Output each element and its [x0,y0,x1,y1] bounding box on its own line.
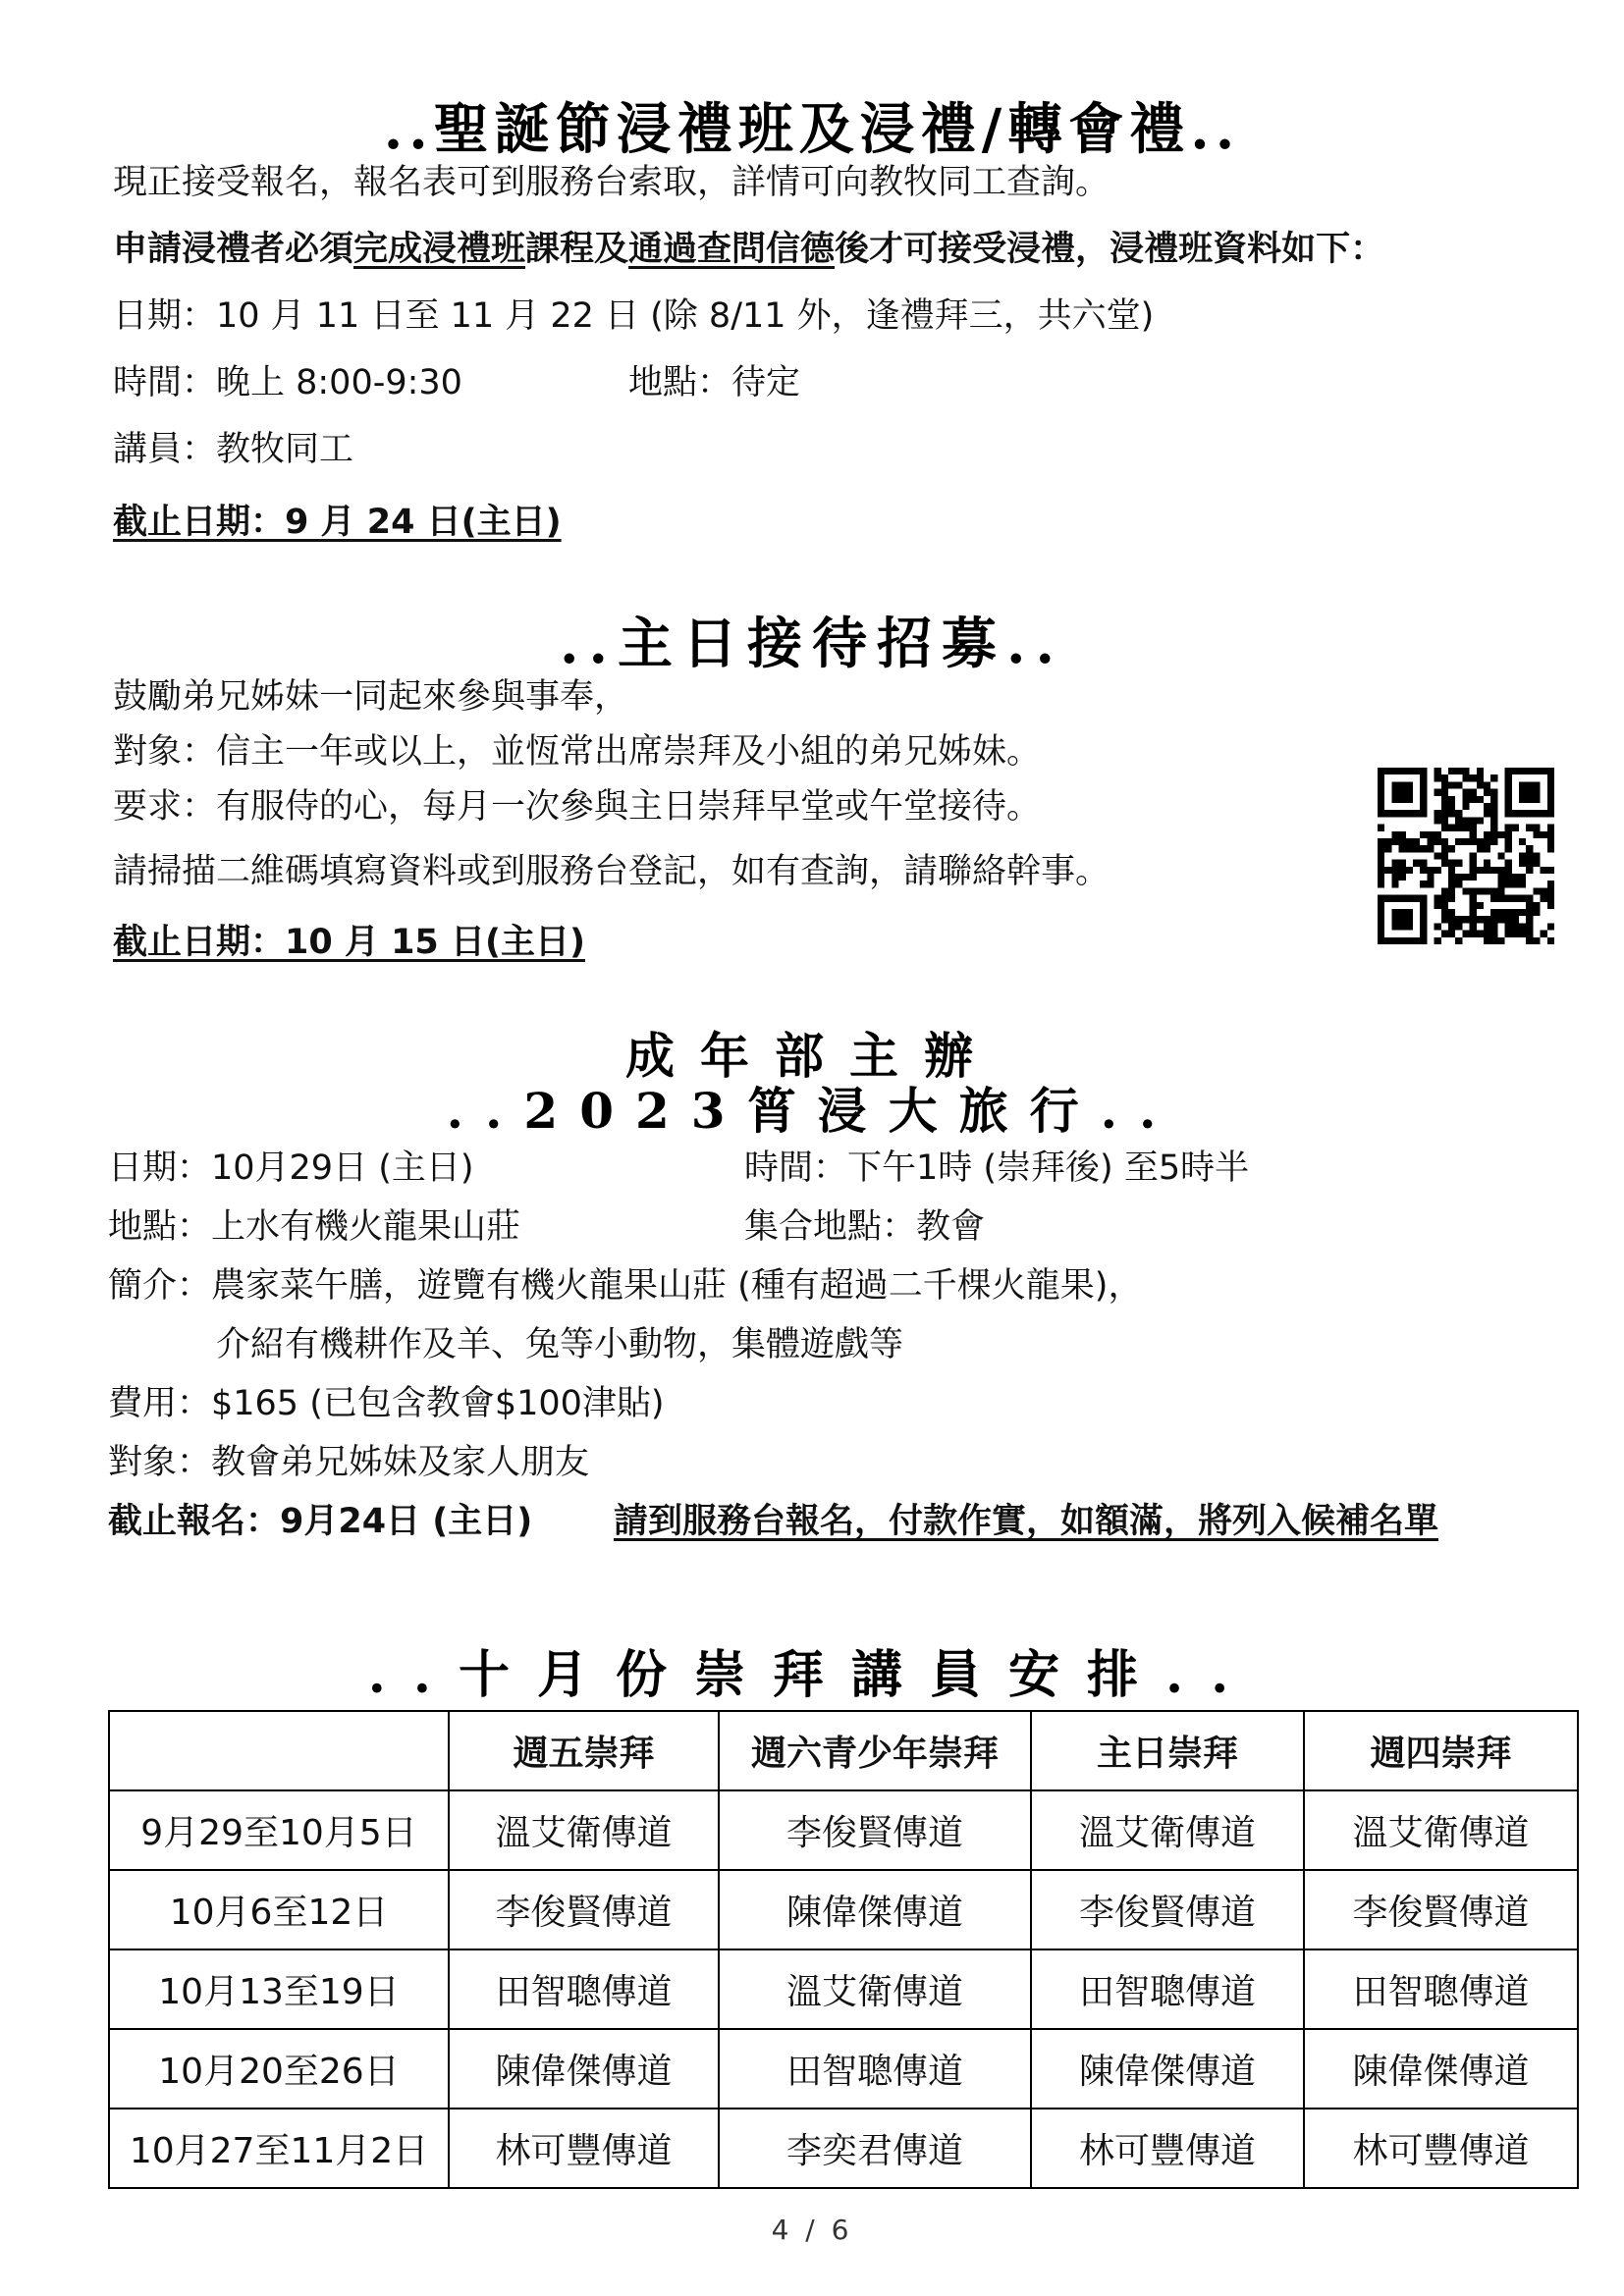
speaker-cell: 李俊賢傳道 [1031,1870,1304,1949]
requirement-part: 申請浸禮者必須 [113,230,354,269]
outing-intro-line1: 簡介：農家菜午膳，遊覽有機火龍果山莊 (種有超過二千棵火龍果)， [108,1266,1143,1306]
outing-fee: 費用：$165 (已包含教會$100津貼) [108,1384,665,1423]
requirement-underlined-interview: 通過查問信德 [628,230,836,269]
week-range-cell: 10月20至26日 [109,2029,449,2109]
speaker-cell: 溫艾衛傳道 [719,1949,1031,2029]
baptism-class-venue: 地點：待定 [628,363,801,402]
speaker-cell: 溫艾衛傳道 [1304,1790,1578,1870]
header-cell-thursday: 週四崇拜 [1304,1711,1578,1790]
outing-time: 時間：下午1時 (崇拜後) 至5時半 [744,1148,1250,1188]
header-cell-saturday-youth: 週六青少年崇拜 [719,1711,1031,1790]
header-cell-sunday: 主日崇拜 [1031,1711,1304,1790]
speaker-cell: 溫艾衛傳道 [449,1790,719,1870]
baptism-class-time: 時間：晚上 8:00-9:30 [113,363,462,402]
usher-intro-text: 鼓勵弟兄姊妹一同起來參與事奉， [113,677,629,717]
outing-intro-line2: 介紹有機耕作及羊、兔等小動物，集體遊戲等 [216,1325,904,1364]
table-row [109,1949,1578,2029]
header-cell-friday: 週五崇拜 [449,1711,719,1790]
baptism-requirement-text [113,228,1384,271]
outing-registration-note: 請到服務台報名，付款作實，如額滿，將列入候補名單 [614,1502,1439,1541]
speaker-cell: 林可豐傳道 [449,2109,719,2188]
baptism-deadline: 截止日期：9 月 24 日(主日) [113,503,562,542]
qr-code-icon[interactable] [1378,768,1554,944]
week-range-cell: 10月13至19日 [109,1949,449,2029]
baptism-class-speaker: 講員：教牧同工 [113,430,354,469]
outing-meeting-point: 集合地點：教會 [744,1207,986,1247]
speaker-schedule-table [108,1710,1579,2189]
page-number: 4 / 6 [771,2214,853,2246]
speaker-cell: 陳偉傑傳道 [449,2029,719,2109]
outing-title: ..2023筲浸大旅行.. [446,1082,1178,1140]
usher-requirement-text: 要求：有服侍的心，每月一次參與主日崇拜早堂或午堂接待。 [113,787,1042,827]
speaker-cell: 李俊賢傳道 [1304,1870,1578,1949]
speaker-cell: 李奕君傳道 [719,2109,1031,2188]
header-cell-blank [109,1711,449,1790]
outing-organizer-title: 成年部主辦 [625,1027,999,1085]
outing-target: 對象：教會弟兄姊妹及家人朋友 [108,1443,590,1482]
speaker-cell: 溫艾衛傳道 [1031,1790,1304,1870]
speaker-cell: 陳偉傑傳道 [1304,2029,1578,2109]
speaker-cell: 林可豐傳道 [1031,2109,1304,2188]
outing-deadline: 截止報名：9月24日 (主日) [108,1502,533,1541]
speaker-cell: 陳偉傑傳道 [719,1870,1031,1949]
usher-recruit-title: ..主日接待招募.. [560,612,1064,676]
outing-date: 日期：10月29日 (主日) [108,1148,474,1188]
baptism-section-title: ..聖誕節浸禮班及浸禮/轉會禮.. [383,97,1241,162]
table-row [109,2029,1578,2109]
speaker-cell: 李俊賢傳道 [449,1870,719,1949]
table-row [109,2109,1578,2188]
week-range-cell: 9月29至10月5日 [109,1790,449,1870]
speaker-cell: 李俊賢傳道 [719,1790,1031,1870]
speaker-cell: 田智聰傳道 [719,2029,1031,2109]
table-row [109,1790,1578,1870]
requirement-part: 後才可接受浸禮，浸禮班資料如下： [835,230,1385,269]
speaker-cell: 田智聰傳道 [449,1949,719,2029]
speaker-cell: 田智聰傳道 [1031,1949,1304,2029]
week-range-cell: 10月6至12日 [109,1870,449,1949]
speaker-schedule-title: ..十月份崇拜講員安排.. [367,1645,1257,1705]
week-range-cell: 10月27至11月2日 [109,2109,449,2188]
requirement-underlined-course: 完成浸禮班 [353,230,526,269]
baptism-class-date: 日期：10 月 11 日至 11 月 22 日 (除 8/11 外，逢禮拜三，共六堂) [113,296,1155,336]
requirement-part: 課程及 [525,230,629,269]
speaker-cell: 林可豐傳道 [1304,2109,1578,2188]
usher-target-text: 對象：信主一年或以上，並恆常出席崇拜及小組的弟兄姊妹。 [113,732,1042,772]
usher-deadline: 截止日期：10 月 15 日(主日) [113,923,585,962]
usher-contact-text: 請掃描二維碼填寫資料或到服務台登記，如有查詢，請聯絡幹事。 [113,852,1110,891]
table-row [109,1870,1578,1949]
baptism-intro-text: 現正接受報名，報名表可到服務台索取，詳情可向教牧同工查詢。 [113,163,1110,202]
speaker-cell: 陳偉傑傳道 [1031,2029,1304,2109]
speaker-cell: 田智聰傳道 [1304,1949,1578,2029]
outing-venue: 地點：上水有機火龍果山莊 [108,1207,521,1247]
table-header-row [109,1711,1578,1790]
